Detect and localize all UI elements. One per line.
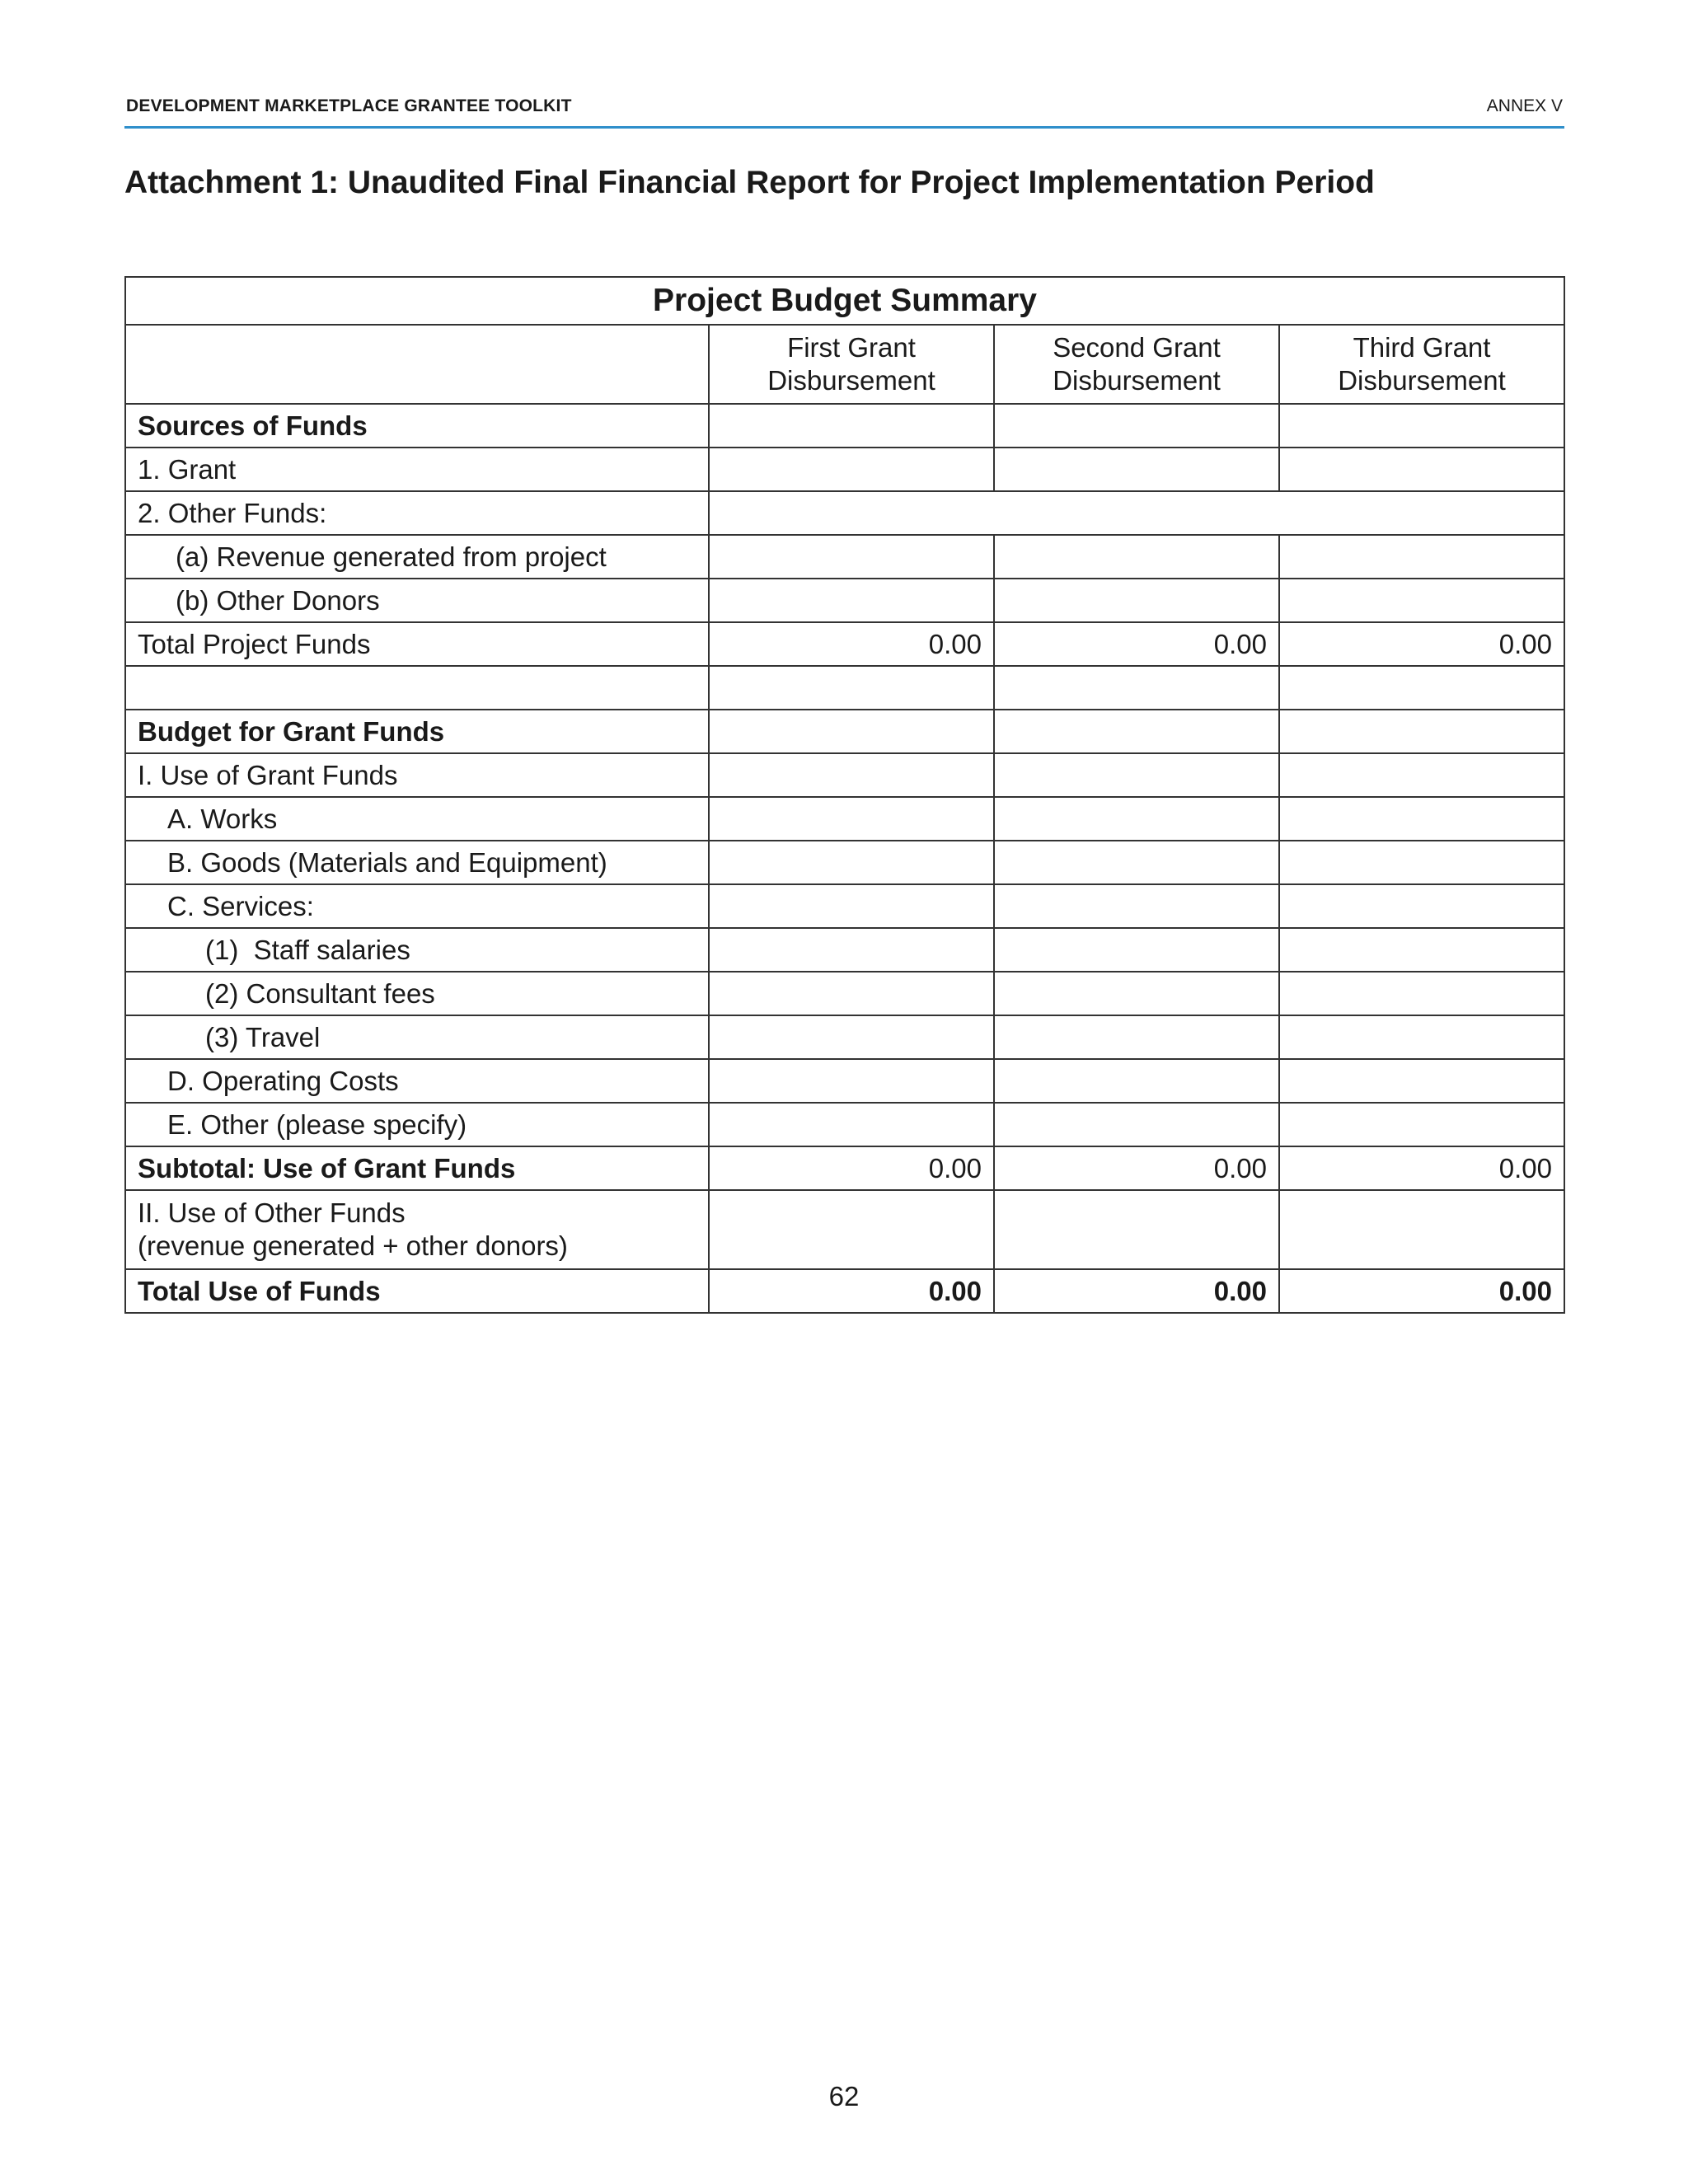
table-row bbox=[125, 1103, 1564, 1146]
column-header-row bbox=[125, 325, 1564, 404]
row-label-goods: B. Goods (Materials and Equipment) bbox=[125, 841, 709, 884]
subtotal-first: 0.00 bbox=[709, 1146, 994, 1190]
row-label-use-of-other-funds: II. Use of Other Funds (revenue generated + other donors) bbox=[125, 1190, 709, 1269]
value-cell bbox=[994, 928, 1279, 972]
table-row bbox=[125, 1015, 1564, 1059]
value-cell bbox=[709, 972, 994, 1015]
row-label-subtotal: Subtotal: Use of Grant Funds bbox=[125, 1146, 709, 1190]
total-project-funds-third: 0.00 bbox=[1279, 622, 1564, 666]
value-cell bbox=[1279, 928, 1564, 972]
table-row bbox=[125, 1146, 1564, 1190]
sources-of-funds-heading: Sources of Funds bbox=[125, 404, 709, 448]
total-use-second: 0.00 bbox=[994, 1269, 1279, 1313]
value-cell bbox=[994, 1059, 1279, 1103]
empty-cell bbox=[125, 666, 709, 710]
value-cell bbox=[994, 1103, 1279, 1146]
value-cell bbox=[994, 1190, 1279, 1269]
value-cell bbox=[1279, 972, 1564, 1015]
table-row bbox=[125, 928, 1564, 972]
value-cell bbox=[709, 448, 994, 491]
row-label-staff-salaries: (1) Staff salaries bbox=[125, 928, 709, 972]
row-label-grant: 1. Grant bbox=[125, 448, 709, 491]
merged-value-cell bbox=[709, 491, 1564, 535]
value-cell bbox=[1279, 753, 1564, 797]
budget-for-grant-funds-heading: Budget for Grant Funds bbox=[125, 710, 709, 753]
value-cell bbox=[709, 579, 994, 622]
row-label-works: A. Works bbox=[125, 797, 709, 841]
value-cell bbox=[994, 1015, 1279, 1059]
table-row bbox=[125, 1190, 1564, 1269]
row-label-revenue: (a) Revenue generated from project bbox=[125, 535, 709, 579]
value-cell bbox=[1279, 666, 1564, 710]
value-cell bbox=[709, 797, 994, 841]
value-cell bbox=[1279, 535, 1564, 579]
table-row bbox=[125, 797, 1564, 841]
header-annex-label: ANNEX V bbox=[1486, 96, 1563, 115]
table-title: Project Budget Summary bbox=[125, 277, 1564, 325]
value-cell bbox=[1279, 1015, 1564, 1059]
value-cell bbox=[1279, 1103, 1564, 1146]
row-label-other-funds: 2. Other Funds: bbox=[125, 491, 709, 535]
value-cell bbox=[994, 579, 1279, 622]
empty-header-cell bbox=[125, 325, 709, 404]
value-cell bbox=[709, 666, 994, 710]
table-title-row bbox=[125, 277, 1564, 325]
value-cell bbox=[1279, 579, 1564, 622]
header-toolkit-title: DEVELOPMENT MARKETPLACE GRANTEE TOOLKIT bbox=[126, 96, 572, 115]
value-cell bbox=[994, 535, 1279, 579]
table-row bbox=[125, 622, 1564, 666]
table-row bbox=[125, 579, 1564, 622]
project-budget-summary-table bbox=[124, 276, 1565, 1314]
row-label-operating-costs: D. Operating Costs bbox=[125, 1059, 709, 1103]
row-label-consultant-fees: (2) Consultant fees bbox=[125, 972, 709, 1015]
subtotal-second: 0.00 bbox=[994, 1146, 1279, 1190]
row-label-total-project-funds: Total Project Funds bbox=[125, 622, 709, 666]
row-label-travel: (3) Travel bbox=[125, 1015, 709, 1059]
column-header-first-disbursement: First Grant Disbursement bbox=[709, 325, 994, 404]
value-cell bbox=[1279, 1059, 1564, 1103]
value-cell bbox=[994, 666, 1279, 710]
value-cell bbox=[994, 404, 1279, 448]
table-row bbox=[125, 753, 1564, 797]
total-use-first: 0.00 bbox=[709, 1269, 994, 1313]
value-cell bbox=[1279, 404, 1564, 448]
value-cell bbox=[1279, 884, 1564, 928]
row-label-other-specify: E. Other (please specify) bbox=[125, 1103, 709, 1146]
row-label-use-of-grant-funds: I. Use of Grant Funds bbox=[125, 753, 709, 797]
value-cell bbox=[709, 1190, 994, 1269]
value-cell bbox=[709, 710, 994, 753]
table-row-spacer bbox=[125, 666, 1564, 710]
value-cell bbox=[1279, 710, 1564, 753]
row-label-total-use-of-funds: Total Use of Funds bbox=[125, 1269, 709, 1313]
value-cell bbox=[709, 404, 994, 448]
running-header bbox=[124, 93, 1564, 129]
value-cell bbox=[709, 753, 994, 797]
value-cell bbox=[994, 797, 1279, 841]
value-cell bbox=[994, 710, 1279, 753]
table-row bbox=[125, 841, 1564, 884]
table-row bbox=[125, 710, 1564, 753]
page-number: 62 bbox=[828, 2081, 860, 2111]
value-cell bbox=[709, 535, 994, 579]
value-cell bbox=[1279, 841, 1564, 884]
value-cell bbox=[1279, 448, 1564, 491]
value-cell bbox=[709, 841, 994, 884]
value-cell bbox=[1279, 1190, 1564, 1269]
value-cell bbox=[709, 1015, 994, 1059]
subtotal-third: 0.00 bbox=[1279, 1146, 1564, 1190]
value-cell bbox=[994, 448, 1279, 491]
column-header-second-disbursement: Second Grant Disbursement bbox=[994, 325, 1279, 404]
total-project-funds-second: 0.00 bbox=[994, 622, 1279, 666]
column-header-third-disbursement: Third Grant Disbursement bbox=[1279, 325, 1564, 404]
table-row bbox=[125, 491, 1564, 535]
row-label-other-donors: (b) Other Donors bbox=[125, 579, 709, 622]
table-row bbox=[125, 1059, 1564, 1103]
total-project-funds-first: 0.00 bbox=[709, 622, 994, 666]
page-title: Attachment 1: Unaudited Final Financial Report for Project Implementation Period bbox=[124, 165, 1375, 200]
table-row bbox=[125, 884, 1564, 928]
value-cell bbox=[709, 928, 994, 972]
value-cell bbox=[709, 884, 994, 928]
value-cell bbox=[1279, 797, 1564, 841]
value-cell bbox=[709, 1059, 994, 1103]
table-row bbox=[125, 972, 1564, 1015]
total-use-third: 0.00 bbox=[1279, 1269, 1564, 1313]
value-cell bbox=[709, 1103, 994, 1146]
value-cell bbox=[994, 753, 1279, 797]
table-row bbox=[125, 448, 1564, 491]
table-row bbox=[125, 1269, 1564, 1313]
table-row bbox=[125, 404, 1564, 448]
table-row bbox=[125, 535, 1564, 579]
row-label-services: C. Services: bbox=[125, 884, 709, 928]
value-cell bbox=[994, 841, 1279, 884]
value-cell bbox=[994, 972, 1279, 1015]
value-cell bbox=[994, 884, 1279, 928]
